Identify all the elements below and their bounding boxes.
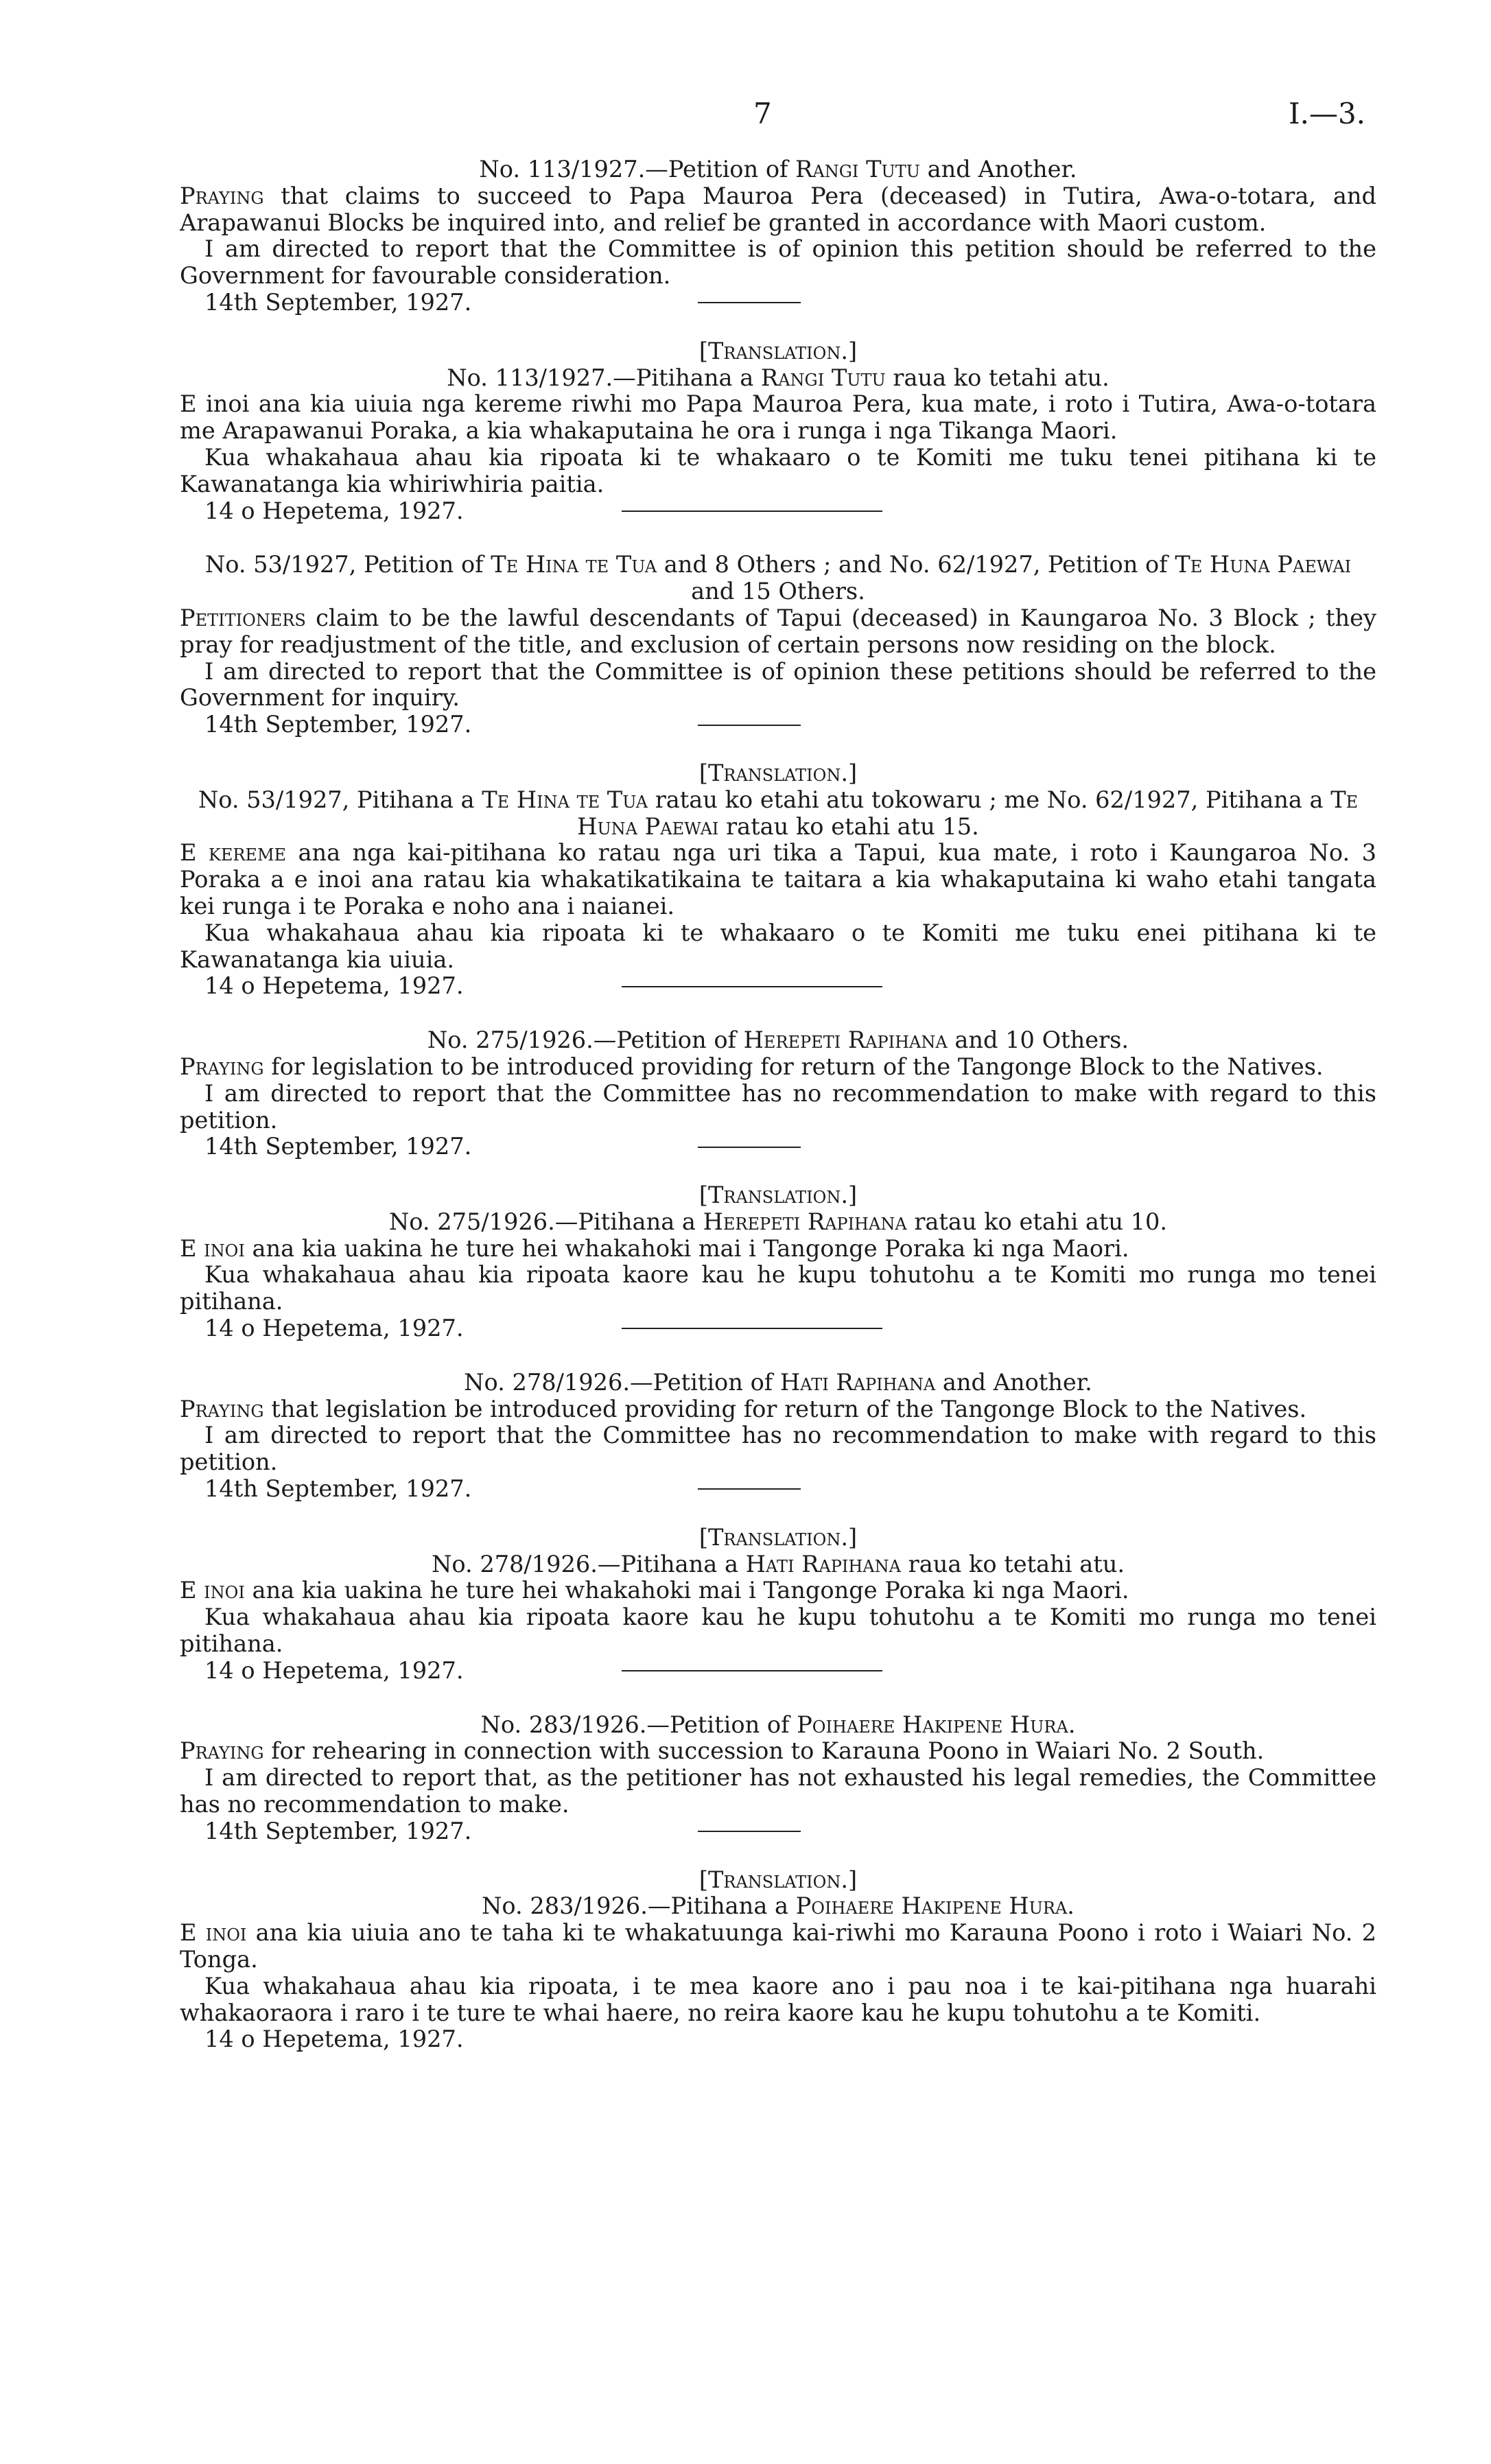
translation-prayer: E inoi ana kia uiuia ano te taha ki te whakatuunga kai-riwhi mo Karauna Poono i roto i Waiari No. 2 Tonga. xyxy=(180,1919,1376,1973)
translation-prayer: E inoi ana kia uakina he ture hei whakahoki mai i Tangonge Poraka ki nga Maori. xyxy=(180,1234,1129,1262)
committee-report: I am directed to report that the Committee is of opinion these petitions should be referred to the Government for inquiry. xyxy=(180,657,1376,712)
divider xyxy=(622,511,882,512)
translation-title: No. 53/1927, Pitihana a Te Hina te Tua ratau ko etahi atu tokowaru ; me No. 62/1927, Pitihana a Te Huna Paewai ratau ko etahi atu 15. xyxy=(198,786,1359,840)
translation-date: 14 o Hepetema, 1927. xyxy=(204,497,464,524)
translation-report: Kua whakahaua ahau kia ripoata kaore kau he kupu tohutohu a te Komiti mo runga mo tenei pitihana. xyxy=(180,1261,1376,1315)
report-date: 14th September, 1927. xyxy=(204,288,472,316)
petition-prayer: Praying that claims to succeed to Papa Mauroa Pera (deceased) in Tutira, Awa-o-totara, and Arapawanui Blocks be inquired into, and relief be granted in accordance with Maori custom. xyxy=(180,182,1376,236)
petition-title: No. 278/1926.—Petition of Hati Rapihana and Another. xyxy=(464,1368,1092,1396)
divider xyxy=(698,1147,801,1148)
translation-283-1926 xyxy=(180,1867,1376,2054)
translation-title: No. 113/1927.—Pitihana a Rangi Tutu raua ko tetahi atu. xyxy=(447,364,1110,391)
translation-275-1926 xyxy=(180,1182,1376,1342)
translation-report: Kua whakahaua ahau kia ripoata ki te whakaaro o te Komiti me tuku enei pitihana ki te Kawanatanga kia uiuia. xyxy=(180,919,1376,973)
translation-label: [Translation.] xyxy=(698,1523,858,1551)
page-body xyxy=(180,156,1376,2053)
translation-53-1927 xyxy=(180,760,1376,1000)
committee-report: I am directed to report that the Committee has no recommendation to make with regard to this petition. xyxy=(180,1079,1376,1134)
translation-title: No. 278/1926.—Pitihana a Hati Rapihana raua ko tetahi atu. xyxy=(431,1550,1125,1577)
petition-53-1927 xyxy=(180,552,1376,738)
translation-prayer: E inoi ana kia uiuia nga kereme riwhi mo Papa Mauroa Pera, kua mate, i roto i Tutira, Awa-o-totara me Arapawanui Poraka, a kia whakaputaina he ora i runga i nga Tikanga Maori. xyxy=(180,390,1376,445)
translation-date-line xyxy=(180,2026,1376,2053)
translation-date-line xyxy=(180,1315,1376,1342)
translation-report: Kua whakahaua ahau kia ripoata kaore kau he kupu tohutohu a te Komiti mo runga mo tenei pitihana. xyxy=(180,1604,1376,1658)
translation-278-1926 xyxy=(180,1525,1376,1685)
petition-title: No. 53/1927, Petition of Te Hina te Tua and 8 Others ; and No. 62/1927, Petition of Te Huna Paewai and 15 Others. xyxy=(204,551,1352,605)
translation-date: 14 o Hepetema, 1927. xyxy=(204,1656,464,1684)
petition-prayer: Praying for rehearing in connection with succession to Karauna Poono in Waiari No. 2 South. xyxy=(180,1737,1265,1765)
report-date: 14th September, 1927. xyxy=(204,1475,472,1503)
divider xyxy=(698,725,801,726)
committee-report: I am directed to report that the Committee has no recommendation to make with regard to this petition. xyxy=(180,1422,1376,1476)
divider xyxy=(698,1831,801,1832)
petition-prayer: Petitioners claim to be the lawful descendants of Tapui (deceased) in Kaungaroa No. 3 Block ; they pray for readjustment of the title, and exclusion of certain persons now residing on the block. xyxy=(180,604,1376,658)
translation-prayer: E inoi ana kia uakina he ture hei whakahoki mai i Tangonge Poraka ki nga Maori. xyxy=(180,1577,1129,1604)
translation-title: No. 283/1926.—Pitihana a Poihaere Hakipene Hura. xyxy=(482,1892,1075,1920)
translation-label: [Translation.] xyxy=(698,1182,858,1209)
translation-date-line xyxy=(180,973,1376,1000)
committee-report: I am directed to report that, as the petitioner has not exhausted his legal remedies, the Committee has no recommendation to make. xyxy=(180,1764,1376,1818)
translation-label: [Translation.] xyxy=(698,1866,858,1893)
divider xyxy=(698,1488,801,1490)
petition-278-1926 xyxy=(180,1370,1376,1503)
translation-date: 14 o Hepetema, 1927. xyxy=(204,1315,464,1342)
divider xyxy=(622,986,882,987)
translation-date: 14 o Hepetema, 1927. xyxy=(204,2026,464,2053)
petition-prayer: Praying that legislation be introduced providing for return of the Tangonge Block to the Natives. xyxy=(180,1395,1307,1422)
document-reference: I.—3. xyxy=(1289,97,1366,130)
translation-prayer: E kereme ana nga kai-pitihana ko ratau nga uri tika a Tapui, kua mate, i roto i Kaungaroa No. 3 Poraka a e inoi ana ratau kia whakatikatikaina te taitara a kia whakaputaina ki waho etahi tangata kei runga i te Poraka e noho ana i naianei. xyxy=(180,839,1376,919)
divider xyxy=(622,1328,882,1329)
report-date: 14th September, 1927. xyxy=(204,1817,472,1844)
report-date: 14th September, 1927. xyxy=(204,711,472,738)
translation-date-line xyxy=(180,498,1376,525)
divider xyxy=(698,302,801,303)
divider xyxy=(622,1670,882,1671)
report-date-line xyxy=(180,1134,1376,1160)
petition-prayer: Praying for legislation to be introduced providing for return of the Tangonge Block to the Natives. xyxy=(180,1053,1324,1080)
translation-label: [Translation.] xyxy=(698,759,858,786)
translation-report: Kua whakahaua ahau kia ripoata, i te mea kaore ano i pau noa i te kai-pitihana nga huarahi whakaoraora i raro i te ture te whai haere, no reira kaore kau he kupu tohutohu a te Komiti. xyxy=(180,1972,1376,2026)
translation-date-line xyxy=(180,1658,1376,1685)
report-date: 14th September, 1927. xyxy=(204,1133,472,1160)
committee-report: I am directed to report that the Committee is of opinion this petition should be referred to the Government for favourable consideration. xyxy=(180,235,1376,290)
translation-date: 14 o Hepetema, 1927. xyxy=(204,972,464,1000)
report-date-line xyxy=(180,1818,1376,1845)
petition-283-1926 xyxy=(180,1712,1376,1845)
petition-title: No. 113/1927.—Petition of Rangi Tutu and Another. xyxy=(479,156,1077,183)
petition-275-1926 xyxy=(180,1027,1376,1160)
report-date-line xyxy=(180,290,1376,316)
report-date-line xyxy=(180,1476,1376,1503)
translation-report: Kua whakahaua ahau kia ripoata ki te whakaaro o te Komiti me tuku tenei pitihana ki te Kawanatanga kia whiriwhiria paitia. xyxy=(180,443,1376,497)
page-number: 7 xyxy=(753,97,772,130)
report-date-line xyxy=(180,712,1376,738)
petition-title: No. 283/1926.—Petition of Poihaere Hakipene Hura. xyxy=(480,1711,1076,1738)
translation-label: [Translation.] xyxy=(698,337,858,364)
petition-title: No. 275/1926.—Petition of Herepeti Rapihana and 10 Others. xyxy=(427,1026,1129,1054)
translation-title: No. 275/1926.—Pitihana a Herepeti Rapihana ratau ko etahi atu 10. xyxy=(388,1208,1168,1235)
translation-113-1927 xyxy=(180,338,1376,525)
petition-113-1927 xyxy=(180,156,1376,316)
